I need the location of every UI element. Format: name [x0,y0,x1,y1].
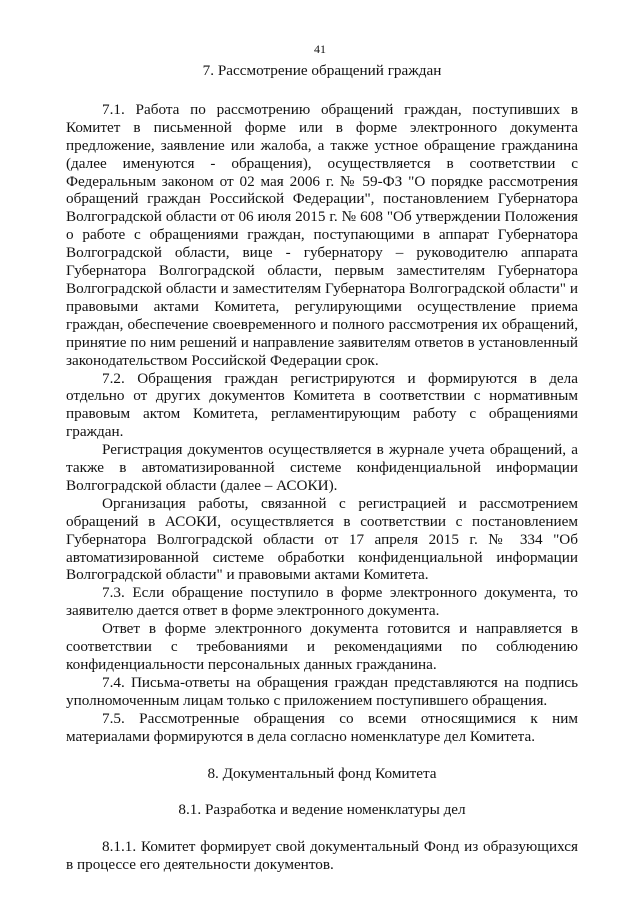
page-number: 41 [314,42,326,56]
paragraph-7-2: 7.2. Обращения граждан регистрируются и формируются в дела отдельно от других документов Комитета в соответствии с нормативным правовым актом Комитета, регламентирующим работу с обращениями граждан. [66,369,578,441]
paragraph-7-3: 7.3. Если обращение поступило в форме электронного документа, то заявителю дается ответ в форме электронного документа. [66,584,578,620]
paragraph-asoki: Организация работы, связанной с регистрацией и рассмотрением обращений в АСОКИ, осуществляется в соответствии с постановлением Губернатора Волгоградской области от 17 апреля 2015 г. № 334 "Об автоматизированной системе обработки конфиденциальной информации Волгоградской области" и правовыми актами Комитета. [66,494,578,584]
paragraph-7-1: 7.1. Работа по рассмотрению обращений граждан, поступивших в Комитет в письменной форме или в форме электронного документа предложение, заявление или жалоба, а также устное обращение гражданина (далее именуются - обращения), осуществляется в соответствии с Федеральным законом от 02 мая 2006 г. № 59-ФЗ "О порядке рассмотрения обращений граждан Российской Федерации", постановлением Губернатора Волгоградской области от 06 июля 2015 г. № 608 "Об утверждении Положения о работе с обращениями граждан, поступающими в аппарат Губернатора Волгоградской области, вице - губернатору – руководителю аппарата Губернатора Волгоградской области, первым заместителям Губернатора Волгоградской области и заместителям Губернатора Волгоградской области" и правовыми актами Комитета, регулирующими осуществление приема граждан, обеспечение своевременного и полного рассмотрения их обращений, принятие по ним решений и направление заявителям ответов в установленный законодательством Российской Федерации срок. [66,100,578,369]
section-8-heading: 8. Документальный фонд Комитета [207,764,437,782]
section-7-heading: 7. Рассмотрение обращений граждан [202,62,442,79]
paragraph-electronic-answer: Ответ в форме электронного документа готовится и направляется в соответствии с требованиями и рекомендациями по соблюдению конфиденциальности персональных данных гражданина. [66,620,578,673]
paragraph-7-4: 7.4. Письма-ответы на обращения граждан представляются на подпись уполномоченным лицам только с приложением поступившего обращения. [66,673,578,709]
section-8-1-heading: 8.1. Разработка и ведение номенклатуры дел [178,801,466,819]
paragraph-8-1-1: 8.1.1. Комитет формирует свой документальный Фонд из образующихся в процессе его деятельности документов. [66,838,578,874]
page-content [66,62,578,874]
paragraph-registration: Регистрация документов осуществляется в журнале учета обращений, а также в автоматизированной системе конфиденциальной информации Волгоградской области (далее – АСОКИ). [66,441,578,494]
paragraph-7-5: 7.5. Рассмотренные обращения со всеми относящимися к ним материалами формируются в дела согласно номенклатуре дел Комитета. [66,709,578,745]
